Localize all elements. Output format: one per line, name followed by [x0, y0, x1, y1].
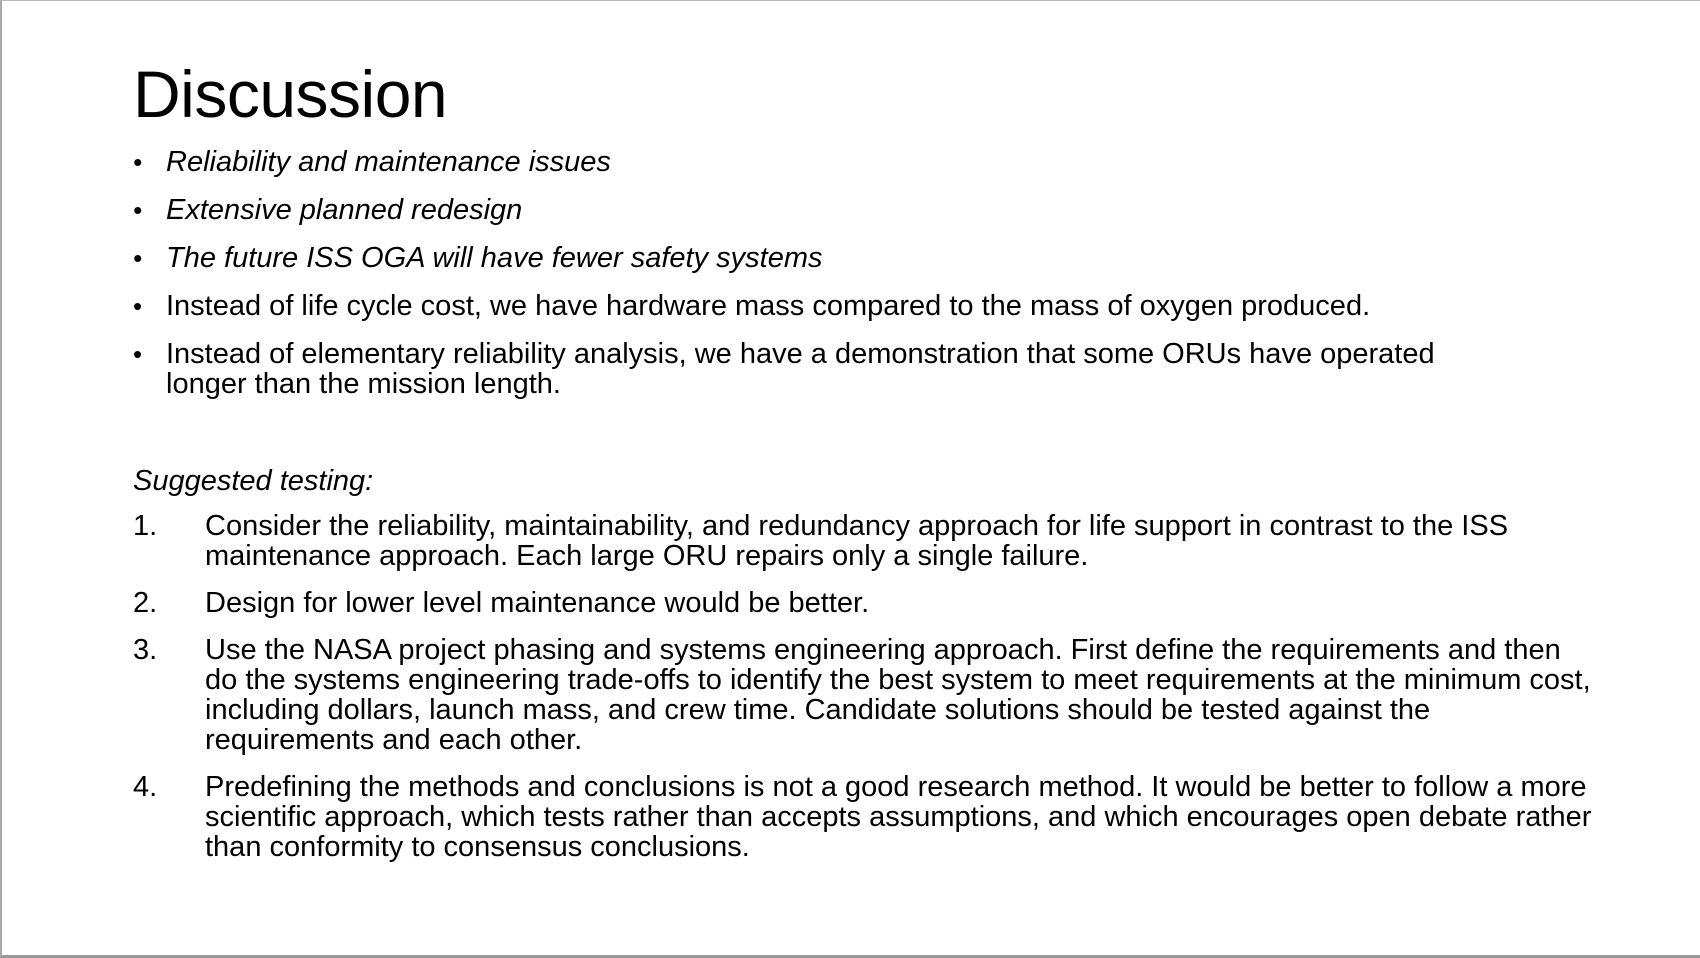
- bullet-item: [133, 243, 1613, 273]
- numbered-item: [133, 588, 1593, 618]
- item-number: 2.: [133, 587, 158, 619]
- bullet-text: The future ISS OGA will have fewer safety systems: [166, 242, 823, 274]
- bullet-item: [133, 195, 1613, 225]
- bullet-text: Instead of life cycle cost, we have hardware mass compared to the mass of oxygen produced.: [166, 290, 1371, 322]
- bullet-text: Extensive planned redesign: [166, 194, 523, 226]
- bullet-symbol: •: [133, 147, 143, 177]
- bullet-symbol: •: [133, 339, 143, 369]
- bullet-symbol: •: [133, 291, 143, 321]
- item-text: Predefining the methods and conclusions is not a good research method. It would be better to follow a more scientific approach, which tests rather than accepts assumptions, and which encourages open debate rather than conformity to consensus conclusions.: [205, 771, 1592, 863]
- item-number: 3.: [133, 634, 158, 666]
- slide-title: Discussion: [133, 57, 448, 131]
- item-text: Design for lower level maintenance would be better.: [205, 587, 870, 619]
- bullet-item: [133, 291, 1613, 321]
- item-number: 4.: [133, 771, 158, 803]
- bullet-text: Instead of elementary reliability analysis, we have a demonstration that some ORUs have operated longer than the mission length.: [166, 338, 1435, 400]
- suggested-testing-list: [133, 511, 1593, 879]
- numbered-item: [133, 511, 1593, 571]
- numbered-item: [133, 772, 1593, 862]
- bullet-symbol: •: [133, 243, 143, 273]
- bullet-text: Reliability and maintenance issues: [166, 146, 611, 178]
- numbered-item: [133, 635, 1593, 755]
- bullet-item: [133, 147, 1613, 177]
- discussion-bullet-list: [133, 147, 1613, 417]
- bullet-symbol: •: [133, 195, 143, 225]
- bullet-item: [133, 339, 1476, 399]
- suggested-testing-heading: Suggested testing:: [133, 465, 374, 497]
- item-text: Consider the reliability, maintainability, and redundancy approach for life support in contrast to the ISS maintenance approach. Each large ORU repairs only a single failure.: [205, 510, 1509, 572]
- item-number: 1.: [133, 510, 158, 542]
- item-text: Use the NASA project phasing and systems engineering approach. First define the requirements and then do the systems engineering trade-offs to identify the best system to meet requirements at the minimum cost, including dollars, launch mass, and crew time. Candidate solutions should be tested against the requirements and each other.: [205, 634, 1591, 756]
